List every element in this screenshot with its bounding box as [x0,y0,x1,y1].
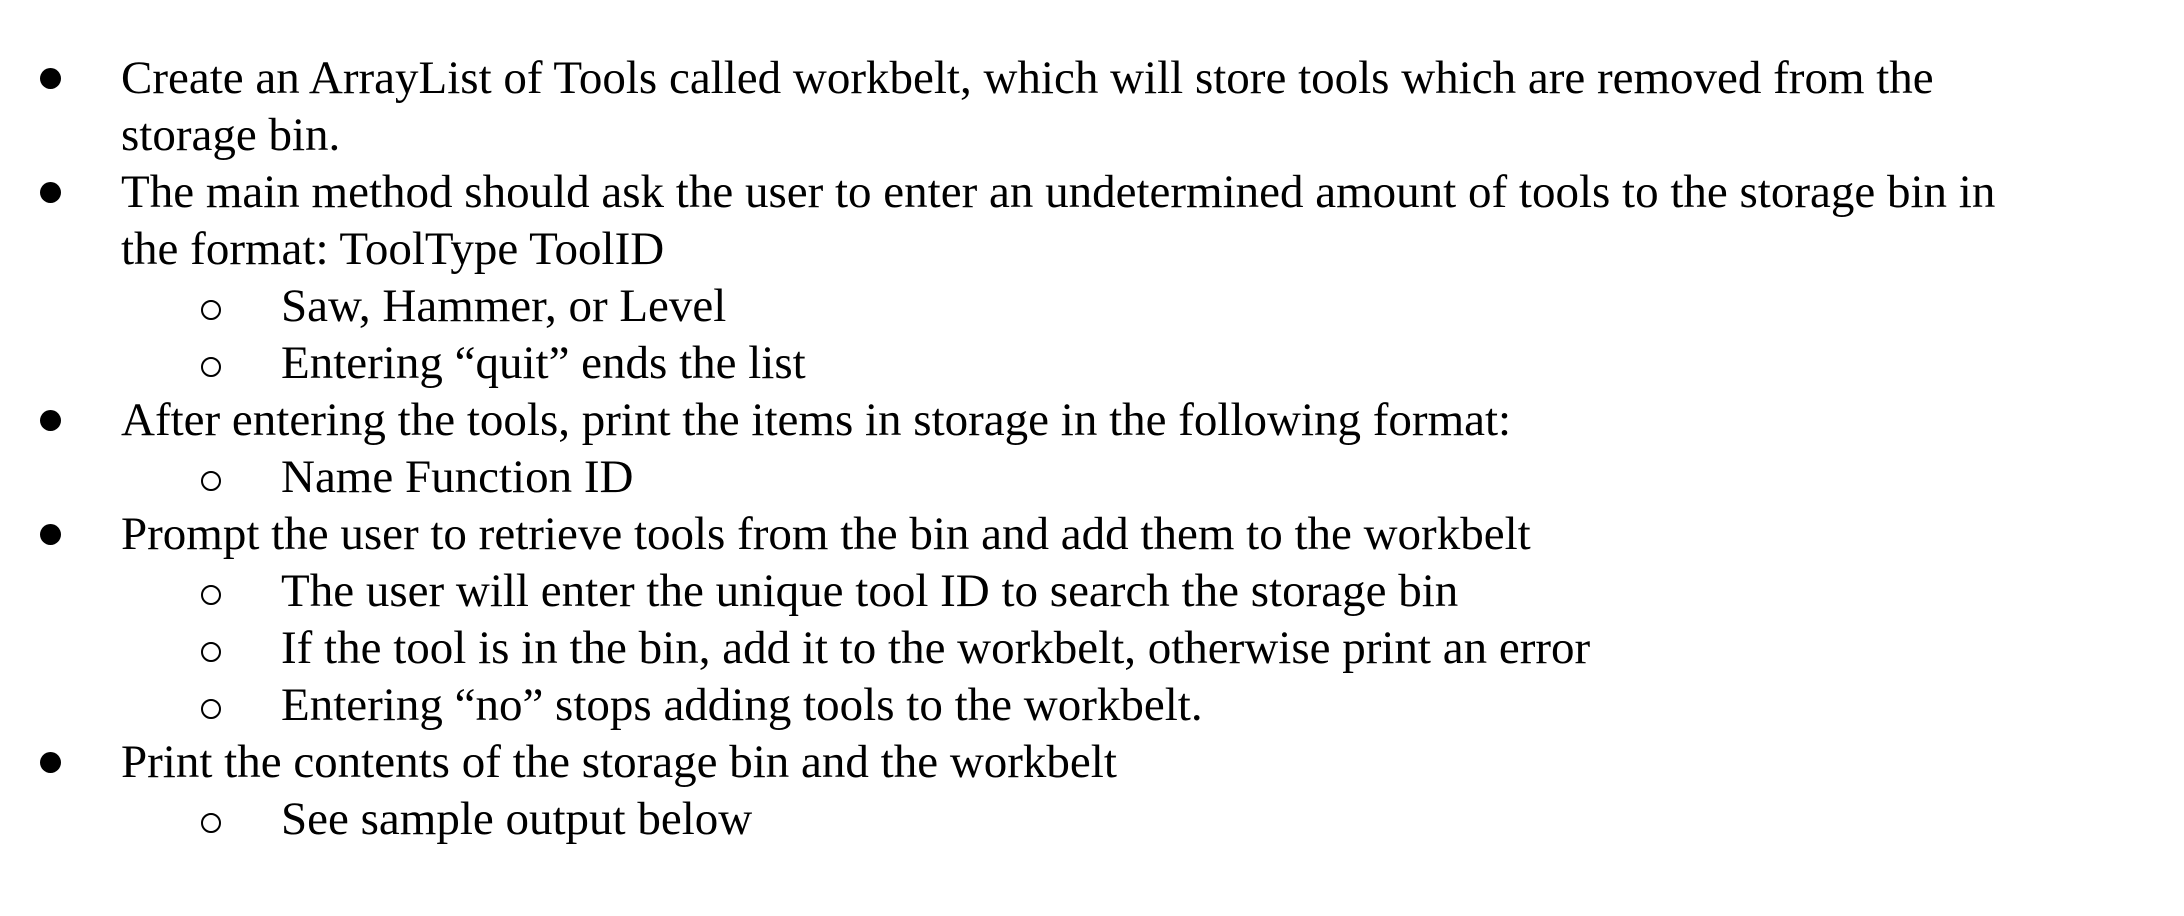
list-item [0,164,2041,278]
sub-list-item-text: The user will enter the unique tool ID to search the storage bin [281,565,1459,617]
sub-list-item [0,620,2184,677]
bullet-icon [40,752,61,773]
sub-list-item-text: If the tool is in the bin, add it to the workbelt, otherwise print an error [281,622,1591,674]
sub-list-item-text: Name Function ID [281,451,634,503]
sub-list-item [0,278,2184,335]
list-item-text: Prompt the user to retrieve tools from the bin and add them to the workbelt [121,508,1531,560]
bullet-icon [40,524,61,545]
bullet-icon [40,68,61,89]
sub-list-item-text: Saw, Hammer, or Level [281,280,727,332]
list-item-text: After entering the tools, print the items in storage in the following format: [121,394,1512,446]
sub-list-item [0,335,2184,392]
instruction-list [0,50,2184,848]
hollow-bullet-icon [201,300,221,320]
hollow-bullet-icon [201,699,221,719]
hollow-bullet-icon [201,357,221,377]
hollow-bullet-icon [201,585,221,605]
bullet-icon [40,182,61,203]
list-item [0,734,2041,791]
list-item [0,50,2041,164]
hollow-bullet-icon [201,471,221,491]
list-item-text: Create an ArrayList of Tools called workbelt, which will store tools which are removed from the storage bin. [121,52,1934,161]
sub-list-item [0,791,2184,848]
list-item [0,392,2041,449]
sub-list-item [0,677,2184,734]
sub-list-item-text: See sample output below [281,793,753,845]
sub-list-item-text: Entering “quit” ends the list [281,337,806,389]
sub-list-item [0,563,2184,620]
hollow-bullet-icon [201,813,221,833]
sub-list-item-text: Entering “no” stops adding tools to the workbelt. [281,679,1203,731]
hollow-bullet-icon [201,642,221,662]
list-item-text: The main method should ask the user to enter an undetermined amount of tools to the storage bin in the format: ToolType ToolID [121,166,1996,275]
bullet-icon [40,410,61,431]
sub-list-item [0,449,2184,506]
list-item [0,506,2041,563]
list-item-text: Print the contents of the storage bin and the workbelt [121,736,1117,788]
